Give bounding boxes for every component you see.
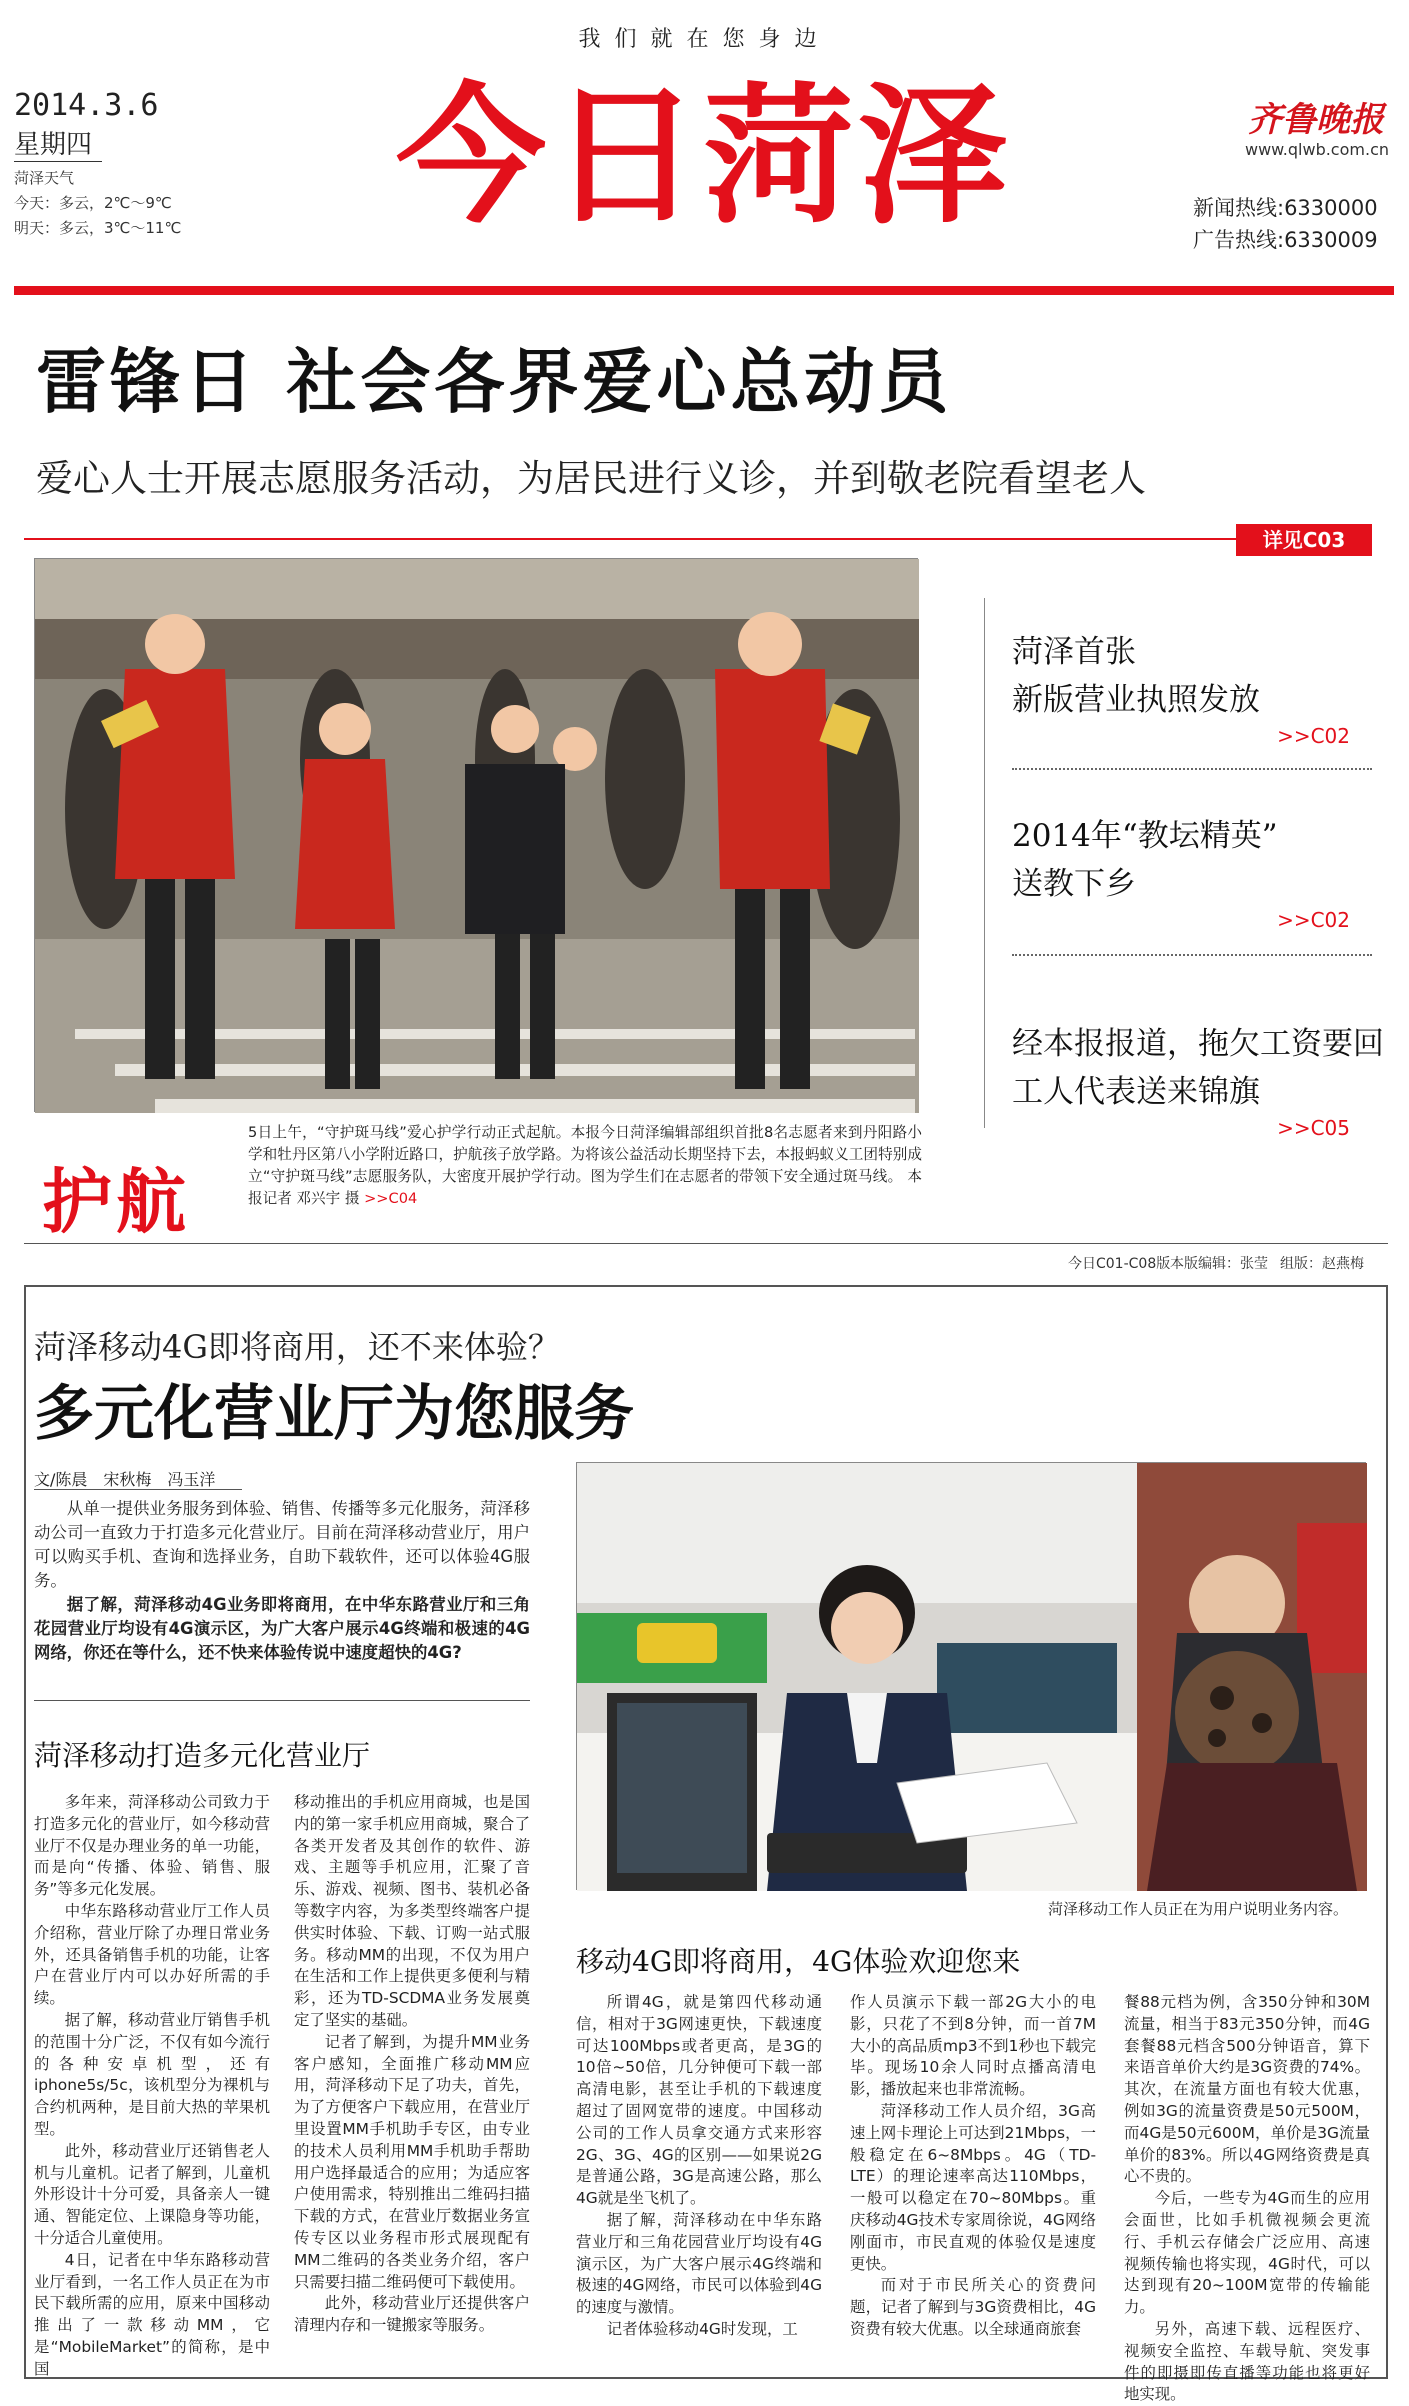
feature-title[interactable]: 多元化营业厅为您服务 (34, 1379, 634, 1449)
masthead-rule (14, 286, 1394, 295)
sidebar-item-1[interactable] (1012, 628, 1382, 748)
intro-paragraph-1: 从单一提供业务服务到体验、销售、传播等多元化服务，菏泽移动公司一直致力于打造多元化营业厅。目前在菏泽移动营业厅，用户可以购买手机、查询和选择业务，自助下载软件，还可以体验4G服务。 (34, 1499, 530, 1590)
article-column-4 (850, 1992, 1096, 2341)
sidebar-divider (984, 598, 985, 1128)
intro-rule (34, 1700, 530, 1701)
footline-pages: 今日C01-C08版 (1068, 1256, 1171, 1272)
masthead-slogan: 我们就在您身边 (578, 27, 831, 52)
sidebar-item-2-line2: 送教下乡 (1012, 866, 1136, 902)
lead-headline[interactable]: 雷锋日 社会各界爱心总动员 (36, 340, 953, 423)
sidebar-item-3-line1: 经本报报道，拖欠工资要回 (1012, 1026, 1384, 1062)
feature-kicker: 菏泽移动4G即将商用，还不来体验？ (34, 1328, 560, 1366)
column-paragraph: 记者了解到，为提升MM业务客户感知，全面推广移动MM应用，菏泽移动下足了功夫，首先，为了方便客户下载应用，在营业厅里设置MM手机助手专区，由专业的技术人员利用MM手机助手帮助用户选择最适合的应用；为适应客户使用需求，特别推出二维码扫描下载的方式，在营业厅数据业务宣传专区以业务程市形式展现配有MM二维码的各类业务介绍，客户只需要扫描二维码便可下载使用。 (294, 2032, 530, 2291)
lead-photo-illustration (35, 559, 919, 1113)
sidebar-separator (1012, 768, 1372, 770)
sidebar-item-2-line1: 2014年“教坛精英” (1012, 818, 1278, 854)
feature-photo-illustration (577, 1463, 1367, 1891)
column-paragraph: 据了解，菏泽移动在中华东路营业厅和三角花园营业厅均设有4G演示区，为广大客户展示4G终端和极速的4G网络，市民可以体验到4G的速度与激情。 (576, 2210, 822, 2317)
footline-layout: 组版：赵燕梅 (1280, 1256, 1364, 1272)
column-paragraph: 餐88元档为例，含350分钟和30M流量，相当于83元350分钟，而4G套餐88元档含500分钟语音，算下来语音单价大约是3G资费的74%。其次，在流量方面也有较大优惠，例如3G的流量资费是50元500M，而4G是50元600M，单价是3G流量单价的83%。所以4G网络资费是真心不贵的。 (1124, 1993, 1370, 2186)
sidebar-item-3[interactable] (1012, 1020, 1392, 1140)
sidebar-separator (1012, 954, 1372, 956)
sidebar-item-3-line2: 工人代表送来锦旗 (1012, 1074, 1260, 1110)
column-paragraph: 今后，一些专为4G而生的应用会面世，比如手机微视频会更流行、手机云存储会广泛应用、高速视频传输也将实现，4G时代，可以达到现有20~100M宽带的传输能力。 (1124, 2189, 1370, 2317)
section-title-2: 移动4G即将商用，4G体验欢迎您来 (576, 1945, 1021, 1978)
masthead-title: 今日菏泽 (395, 68, 1012, 244)
sidebar-item-1-line1: 菏泽首张 (1012, 634, 1136, 670)
article-column-5 (1124, 1992, 1370, 2406)
sidebar-item-2[interactable] (1012, 812, 1382, 932)
column-paragraph: 4日，记者在中华东路移动营业厅看到，一名工作人员正在为市民下载所需的应用，原来中国移动推出了一款移动MM，它是“MobileMarket”的简称，是中国 (34, 2250, 270, 2378)
article-column-1 (34, 1792, 270, 2381)
column-paragraph: 所谓4G，就是第四代移动通信，相对于3G网速更快，下载速度可达100Mbps或者更高，是3G的10倍~50倍，几分钟便可下载一部高清电影，甚至让手机的下载速度超过了固网宽带的速度。中国移动公司的工作人员拿交通方式来形容2G、3G、4G的区别——如果说2G是普通公路，3G是高速公路，那么4G就是坐飞机了。 (576, 1993, 822, 2208)
column-paragraph: 另外，高速下载、远程医疗、视频安全监控、车载导航、突发事件的即摄即传直播等功能也将更好地实现。 (1124, 2319, 1370, 2404)
column-paragraph: 多年来，菏泽移动公司致力于打造多元化的营业厅，如今移动营业厅不仅是办理业务的单一功能，而是向“传播、体验、销售、服务”等多元化发展。 (34, 1793, 270, 1899)
issue-date: 2014.3.6 (14, 88, 159, 123)
caption-credit: 本报记者 邓兴宇 摄 (248, 1168, 923, 1207)
feature-photo-caption: 菏泽移动工作人员正在为用户说明业务内容。 (1048, 1900, 1349, 1918)
detail-tag[interactable]: 详见C03 (1236, 524, 1372, 556)
column-paragraph: 移动推出的手机应用商城，也是国内的第一家手机应用商城，聚合了各类开发者及其创作的软件、游戏、主题等手机应用，汇聚了音乐、游戏、视频、图书、装机必备等数字内容，为多类型终端客户提供实时体验、下载、订购一站式服务。移动MM的出现，不仅为用户在生活和工作上提供更多便利与精彩，还为TD-SCDMA业务发展奠定了坚实的基础。 (294, 1793, 530, 2029)
article-column-3 (576, 1992, 822, 2341)
section-title-1: 菏泽移动打造多元化营业厅 (34, 1739, 371, 1772)
feature-byline: 文/陈晨 宋秋梅 冯玉洋 (34, 1470, 216, 1489)
feature-intro (34, 1497, 530, 1665)
news-hotline: 新闻热线:6330000 (1193, 196, 1378, 220)
column-paragraph: 中华东路移动营业厅工作人员介绍称，营业厅除了办理日常业务外，还具备销售手机的功能，让客户在营业厅内可以办好所需的手续。 (34, 1901, 270, 2008)
lead-photo (34, 558, 918, 1112)
newspaper-logo: 齐鲁晚报 (1248, 100, 1384, 140)
intro-paragraph-2: 据了解，菏泽移动4G业务即将商用，在中华东路营业厅和三角花园营业厅均设有4G演示区，为广大客户展示4G终端和极速的4G网络，你还在等什么，还不快来体验传说中速度超快的4G? (34, 1595, 530, 1662)
weather-tomorrow: 明天：多云，3℃～11℃ (14, 219, 182, 237)
caption-ref-link[interactable]: >>C04 (364, 1190, 418, 1207)
weather-title: 菏泽天气 (14, 169, 75, 187)
weather-today: 今天：多云，2℃～9℃ (14, 194, 172, 212)
column-paragraph: 作人员演示下载一部2G大小的电影，只花了不到8分钟，而一首7M大小的高品质mp3不到1秒也下载完毕。现场10余人同时点播高清电影，播放起来也非常流畅。 (850, 1993, 1096, 2099)
byline-rule (34, 1489, 242, 1490)
feature-photo (576, 1462, 1366, 1890)
photo-label: 护航 (42, 1160, 190, 1243)
sidebar-item-1-ref[interactable]: >>C02 (1277, 724, 1350, 748)
sidebar-item-1-line2: 新版营业执照发放 (1012, 682, 1260, 718)
column-paragraph: 此外，移动营业厅还销售老人机与儿童机。记者了解到，儿童机外形设计十分可爱，具备亲人一键通、智能定位、上课隐身等功能，十分适合儿童使用。 (34, 2141, 270, 2247)
sidebar-item-3-ref[interactable]: >>C05 (1277, 1116, 1350, 1140)
ad-hotline: 广告热线:6330009 (1193, 228, 1378, 252)
column-paragraph: 菏泽移动工作人员介绍，3G高速上网卡理论上可达到21Mbps，一般稳定在6~8Mbps。4G（TD-LTE）的理论速率高达110Mbps，一般可以稳定在70~80Mbps。重庆移动4G技术专家周徐说，4G网络刚面市，市民直观的体验仅是速度更快。 (850, 2101, 1096, 2273)
column-paragraph: 而对于市民所关心的资费问题，记者了解到与3G资费相比，4G资费有较大优惠。以全球通商旅套 (850, 2276, 1096, 2338)
footline-editor: 本版编辑：张莹 (1170, 1256, 1268, 1272)
sidebar-item-2-ref[interactable]: >>C02 (1277, 908, 1350, 932)
column-paragraph: 此外，移动营业厅还提供客户清理内存和一键搬家等服务。 (294, 2294, 530, 2335)
column-paragraph: 记者体验移动4G时发现，工 (606, 2319, 798, 2338)
lead-subhead: 爱心人士开展志愿服务活动，为居民进行义诊，并到敬老院看望老人 (36, 457, 1146, 500)
lead-caption (248, 1122, 922, 1210)
footline-rule (24, 1243, 1388, 1244)
issue-weekday: 星期四 (14, 124, 102, 162)
lead-rule (24, 538, 1236, 540)
column-paragraph: 据了解，移动营业厅销售手机的范围十分广泛，不仅有如今流行的各种安卓机型，还有iphone5s/5c，该机型分为裸机与合约机两种，是目前大热的苹果机型。 (34, 2010, 270, 2138)
weather-box (14, 166, 181, 241)
article-column-2 (294, 1792, 530, 2337)
caption-text: 5日上午，“守护斑马线”爱心护学行动正式起航。本报今日菏泽编辑部组织首批8名志愿者来到丹阳路小学和牡丹区第八小学附近路口，护航孩子放学路。为将该公益活动长期坚持下去，本报蚂蚁义工团特别成立“守护斑马线”志愿服务队，大密度开展护学行动。图为学生们在志愿者的带领下安全通过斑马线。 (248, 1124, 922, 1185)
newspaper-url[interactable]: www.qlwb.com.cn (1245, 140, 1389, 159)
